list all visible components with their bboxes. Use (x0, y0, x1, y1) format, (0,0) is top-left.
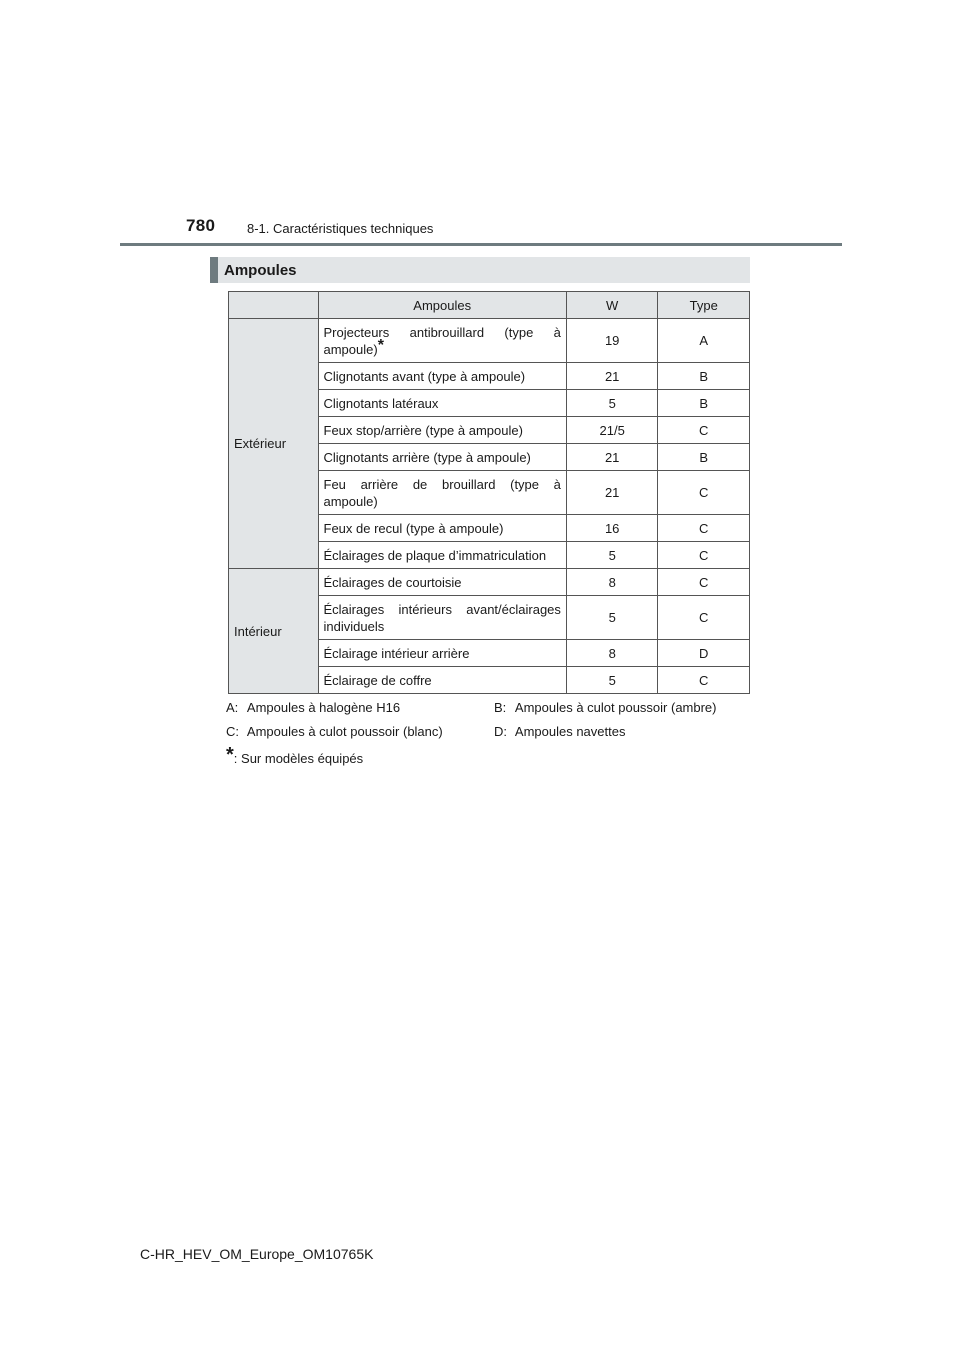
bulb-name: Éclairage de coffre (318, 667, 566, 694)
bulb-watt: 21 (566, 444, 658, 471)
bulb-watt: 21/5 (566, 417, 658, 444)
footnote-text: : Sur modèles équipés (233, 751, 364, 766)
footnote-marker: * (377, 336, 384, 354)
table-header-row (229, 292, 750, 319)
section-accent (210, 257, 218, 283)
bulb-type: C (658, 542, 750, 569)
legend-d (494, 724, 625, 739)
bulb-type: C (658, 471, 750, 515)
bulb-name: Éclairages de courtoisie (318, 569, 566, 596)
bulb-name-text: Projecteurs antibrouillard (type à ampoule) (323, 324, 561, 357)
legend-key: D: (494, 724, 507, 739)
legend-a (226, 700, 400, 715)
legend-key: A: (226, 700, 239, 715)
bulb-name: Clignotants latéraux (318, 390, 566, 417)
table-row (229, 569, 750, 596)
page-number: 780 (186, 216, 216, 235)
bulb-watt: 5 (566, 596, 658, 640)
bulb-name: Éclairages intérieurs avant/éclairages individuels (318, 596, 566, 640)
header-watt: W (566, 292, 658, 319)
legend-key: C: (226, 724, 239, 739)
bulb-name: Clignotants arrière (type à ampoule) (318, 444, 566, 471)
bulb-watt: 8 (566, 569, 658, 596)
bulb-watt: 16 (566, 515, 658, 542)
bulb-type: C (658, 417, 750, 444)
header-bulbs: Ampoules (318, 292, 566, 319)
chapter-title: 8-1. Caractéristiques techniques (247, 221, 434, 236)
bulb-type: B (658, 390, 750, 417)
table-row (229, 319, 750, 363)
group-exterior: Extérieur (229, 319, 319, 569)
bulb-name: Éclairages de plaque d’immatriculation (318, 542, 566, 569)
legend-text: Ampoules à culot poussoir (blanc) (246, 724, 443, 739)
bulb-name: Feu arrière de brouillard (type à ampoule) (318, 471, 566, 515)
bulb-type: C (658, 569, 750, 596)
bulb-watt: 5 (566, 542, 658, 569)
bulb-type: D (658, 640, 750, 667)
bulb-name: Feux stop/arrière (type à ampoule) (318, 417, 566, 444)
bulb-name (318, 319, 566, 363)
legend-text: Ampoules navettes (514, 724, 626, 739)
legend-key: B: (494, 700, 507, 715)
footnote-star: * (226, 744, 234, 766)
document-id: C-HR_HEV_OM_Europe_OM10765K (140, 1246, 374, 1262)
legend-b (494, 700, 717, 715)
header-rule (120, 243, 842, 246)
bulb-type: C (658, 515, 750, 542)
legend-text: Ampoules à culot poussoir (ambre) (514, 700, 717, 715)
section-title: Ampoules (224, 262, 297, 279)
bulb-type: C (658, 667, 750, 694)
bulb-type: C (658, 596, 750, 640)
bulb-watt: 21 (566, 471, 658, 515)
bulb-watt: 8 (566, 640, 658, 667)
section-heading (210, 257, 750, 283)
group-interior: Intérieur (229, 569, 319, 694)
legend-c (226, 724, 443, 739)
bulb-watt: 19 (566, 319, 658, 363)
bulb-watt: 21 (566, 363, 658, 390)
bulb-name: Clignotants avant (type à ampoule) (318, 363, 566, 390)
header-empty-cell (229, 292, 319, 319)
bulb-type: A (658, 319, 750, 363)
bulb-watt: 5 (566, 390, 658, 417)
bulb-name: Feux de recul (type à ampoule) (318, 515, 566, 542)
bulb-type: B (658, 363, 750, 390)
legend-text: Ampoules à halogène H16 (246, 700, 401, 715)
footnote (226, 744, 363, 767)
bulb-name: Éclairage intérieur arrière (318, 640, 566, 667)
header-type: Type (658, 292, 750, 319)
bulbs-table (228, 291, 750, 694)
bulb-type: B (658, 444, 750, 471)
bulb-watt: 5 (566, 667, 658, 694)
